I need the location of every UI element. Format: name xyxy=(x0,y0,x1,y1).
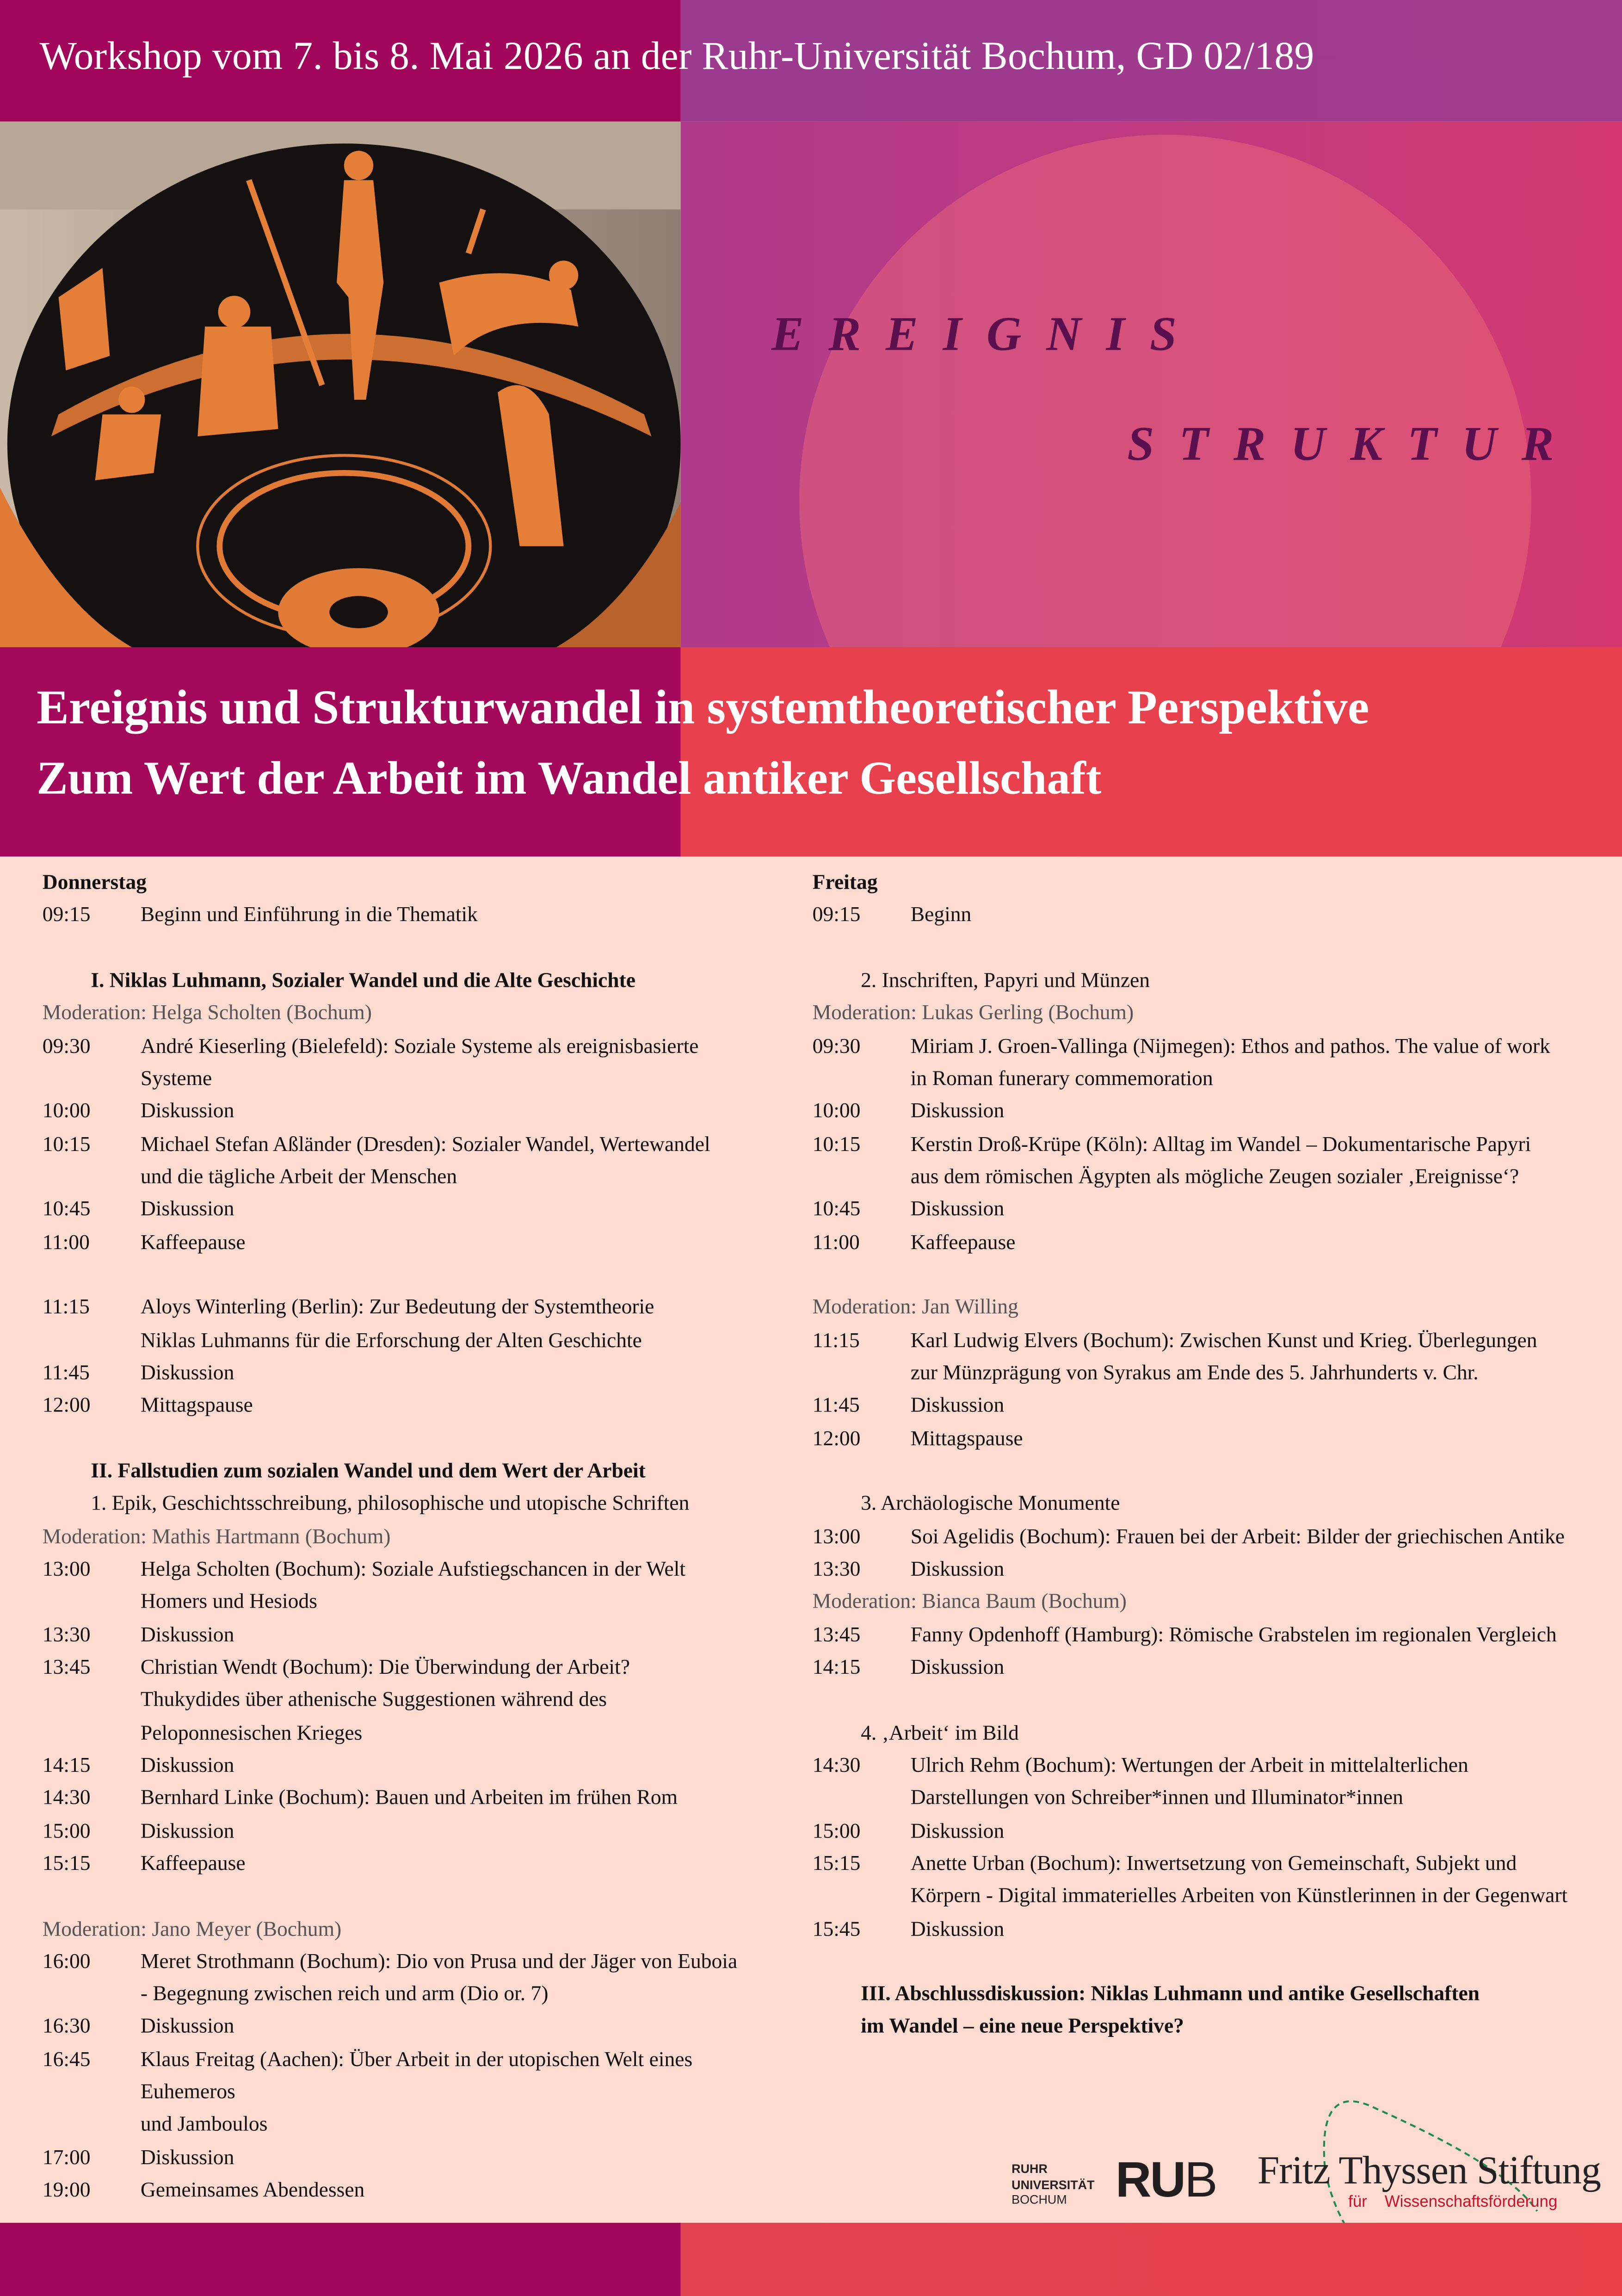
schedule-row xyxy=(813,1357,1610,1390)
spacer xyxy=(43,1881,775,1913)
session-text: Diskussion xyxy=(140,1819,234,1843)
fts-logo-subtitle xyxy=(1348,2193,1557,2211)
schedule-row xyxy=(43,1750,775,1782)
day-heading: Freitag xyxy=(812,871,878,895)
workshop-date-location: Workshop vom 7. bis 8. Mai 2026 an der Ruhr-Universität Bochum, GD 02/189 xyxy=(39,33,1314,78)
schedule-row xyxy=(43,2044,775,2077)
session-time: 19:00 xyxy=(42,2179,91,2203)
session-text: Diskussion xyxy=(140,2146,234,2170)
session-time xyxy=(43,2077,141,2110)
schedule-row xyxy=(813,1553,1610,1586)
session-text: Diskussion xyxy=(910,1100,1005,1124)
session-time: 11:15 xyxy=(42,1296,90,1320)
session-text: Diskussion xyxy=(140,1623,234,1647)
session-time xyxy=(813,1161,911,1194)
session-text: Kaffeepause xyxy=(140,1852,246,1876)
session-time: 09:15 xyxy=(812,904,861,928)
session-text: Kerstin Droß-Krüpe (Köln): Alltag im Wandel – Dokumentarische Papyri xyxy=(910,1133,1531,1157)
session-text: Diskussion xyxy=(140,1362,234,1386)
session-time: 13:00 xyxy=(812,1525,861,1549)
schedule-row xyxy=(43,1390,775,1423)
schedule-row xyxy=(813,1030,1610,1063)
session-time: 11:00 xyxy=(812,1231,860,1255)
session-text: Christian Wendt (Bochum): Die Überwindung der Arbeit? xyxy=(140,1656,630,1680)
program-column-friday xyxy=(813,867,1610,2044)
moderation-label: Moderation: Lukas Gerling (Bochum) xyxy=(812,1002,1134,1026)
rub-line: BOCHUM xyxy=(1011,2192,1067,2207)
greek-vase-image xyxy=(0,122,681,647)
rub-mark-light: B xyxy=(1184,2152,1216,2209)
session-time: 10:00 xyxy=(812,1100,861,1124)
session-time: 11:00 xyxy=(42,1231,90,1255)
schedule-row xyxy=(813,899,1610,932)
moderation-label: Moderation: Bianca Baum (Bochum) xyxy=(812,1590,1127,1614)
schedule-row xyxy=(43,2011,775,2044)
session-text: zur Münzprägung von Syrakus am Ende des 5. Jahrhunderts v. Chr. xyxy=(910,1362,1479,1386)
session-time: 09:30 xyxy=(812,1034,861,1058)
schedule-row xyxy=(813,1913,1610,1946)
session-text: Diskussion xyxy=(910,1394,1005,1418)
session-text: Diskussion xyxy=(140,1100,234,1124)
moderation-label: Moderation: Mathis Hartmann (Bochum) xyxy=(42,1525,391,1549)
session-text: Euhemeros xyxy=(140,2081,235,2104)
session-time: 10:15 xyxy=(812,1133,861,1157)
schedule-row xyxy=(813,1226,1610,1259)
schedule-row xyxy=(813,1652,1610,1684)
session-text: Diskussion xyxy=(910,1917,1005,1941)
schedule-row xyxy=(813,1324,1610,1357)
schedule-row xyxy=(813,1128,1610,1161)
schedule-row xyxy=(43,2077,775,2110)
schedule-row xyxy=(43,1652,775,1684)
spacer xyxy=(43,1259,775,1292)
closing-discussion: im Wandel – eine neue Perspektive? xyxy=(861,2015,1184,2039)
schedule-row xyxy=(43,1979,775,2011)
session-time: 14:15 xyxy=(42,1754,91,1778)
session-text: und Jamboulos xyxy=(140,2113,268,2137)
subsection-heading: 1. Epik, Geschichtsschreibung, philosophische und utopische Schriften xyxy=(91,1492,690,1516)
session-text: Soi Agelidis (Bochum): Frauen bei der Arbeit: Bilder der griechischen Antike xyxy=(910,1525,1565,1549)
session-text: Niklas Luhmanns für die Erforschung der Alten Geschichte xyxy=(140,1329,642,1353)
moderation-label: Moderation: Helga Scholten (Bochum) xyxy=(42,1002,372,1026)
schedule-row xyxy=(43,1096,775,1129)
session-time xyxy=(43,1161,141,1194)
schedule-row xyxy=(43,1128,775,1161)
session-time: 13:45 xyxy=(812,1623,861,1647)
session-text: Ulrich Rehm (Bochum): Wertungen der Arbeit in mittelalterlichen xyxy=(910,1754,1468,1778)
session-text: Diskussion xyxy=(910,1656,1005,1680)
subtitle: Zum Wert der Arbeit im Wandel antiker Gesellschaft xyxy=(37,751,1102,804)
program-column-thursday xyxy=(43,867,775,2208)
schedule-row xyxy=(43,1324,775,1357)
closing-discussion: III. Abschlussdiskussion: Niklas Luhmann und antike Gesellschaften xyxy=(861,1983,1480,2006)
footer-band-right xyxy=(681,2223,1622,2296)
session-time: 09:30 xyxy=(42,1034,91,1058)
session-text: Klaus Freitag (Aachen): Über Arbeit in der utopischen Welt eines xyxy=(140,2048,693,2072)
schedule-row xyxy=(813,1848,1610,1881)
session-time: 09:15 xyxy=(42,904,91,928)
keyword-ereignis: EREIGNIS xyxy=(771,309,1202,362)
session-time: 14:30 xyxy=(812,1754,861,1778)
schedule-row xyxy=(43,1717,775,1750)
session-text: Kaffeepause xyxy=(910,1231,1016,1255)
main-title: Ereignis und Strukturwandel in systemtheoretischer Perspektive xyxy=(37,682,1369,735)
schedule-row xyxy=(813,1750,1610,1782)
schedule-row xyxy=(43,1586,775,1619)
schedule-row xyxy=(43,1030,775,1063)
session-time: 10:45 xyxy=(42,1198,91,1222)
rub-logo-text xyxy=(1011,2161,1094,2208)
section-heading: I. Niklas Luhmann, Sozialer Wandel und die Alte Geschichte xyxy=(91,969,635,993)
session-time: 10:15 xyxy=(42,1133,91,1157)
session-time xyxy=(813,1782,911,1815)
schedule-row xyxy=(43,1194,775,1227)
spacer xyxy=(813,1946,1610,1979)
session-time xyxy=(813,1881,911,1913)
rub-line: RUHR xyxy=(1011,2161,1048,2176)
session-time xyxy=(813,1357,911,1390)
footer-band-left xyxy=(0,2223,681,2296)
spacer xyxy=(813,932,1610,965)
session-text: Körpern - Digital immaterielles Arbeiten von Künstlerinnen in der Gegenwart xyxy=(910,1885,1568,1908)
spacer xyxy=(813,1259,1610,1292)
session-time: 13:00 xyxy=(42,1558,91,1582)
session-time: 14:15 xyxy=(812,1656,861,1680)
session-text: Diskussion xyxy=(910,1819,1005,1843)
session-text: Fanny Opdenhoff (Hamburg): Römische Grabstelen im regionalen Vergleich xyxy=(910,1623,1557,1647)
session-text: aus dem römischen Ägypten als mögliche Zeugen sozialer ‚Ereignisse‘? xyxy=(910,1165,1519,1189)
schedule-row xyxy=(43,1553,775,1586)
session-time: 15:15 xyxy=(42,1852,91,1876)
session-text: Kaffeepause xyxy=(140,1231,246,1255)
schedule-row xyxy=(43,1782,775,1815)
schedule-row xyxy=(43,1063,775,1096)
session-text: André Kieserling (Bielefeld): Soziale Systeme als ereignisbasierte xyxy=(140,1034,699,1058)
schedule-row xyxy=(813,1619,1610,1652)
session-text: Diskussion xyxy=(140,2015,234,2039)
session-time: 17:00 xyxy=(42,2146,91,2170)
spacer xyxy=(813,1455,1610,1488)
session-text: Anette Urban (Bochum): Inwertsetzung von Gemeinschaft, Subjekt und xyxy=(910,1852,1517,1876)
schedule-row xyxy=(813,1390,1610,1423)
session-text: Peloponnesischen Krieges xyxy=(140,1721,363,1745)
session-time xyxy=(43,1324,141,1357)
session-time: 10:00 xyxy=(42,1100,91,1124)
schedule-row xyxy=(813,1063,1610,1096)
schedule-row xyxy=(43,2175,775,2208)
session-time: 12:00 xyxy=(812,1427,861,1451)
section-heading: II. Fallstudien zum sozialen Wandel und dem Wert der Arbeit xyxy=(91,1460,646,1484)
session-time: 15:45 xyxy=(812,1917,861,1941)
schedule-row xyxy=(43,1946,775,1979)
session-text: Meret Strothmann (Bochum): Dio von Prusa und der Jäger von Euboia xyxy=(140,1950,738,1974)
session-time xyxy=(43,1684,141,1717)
subsection-heading: 3. Archäologische Monumente xyxy=(861,1492,1120,1516)
session-time: 13:45 xyxy=(42,1656,91,1680)
session-time xyxy=(43,1063,141,1096)
subsection-heading: 4. ‚Arbeit‘ im Bild xyxy=(861,1721,1019,1745)
session-time: 13:30 xyxy=(812,1558,861,1582)
schedule-row xyxy=(813,1782,1610,1815)
schedule-row xyxy=(43,899,775,932)
session-text: Helga Scholten (Bochum): Soziale Aufstiegschancen in der Welt xyxy=(140,1558,686,1582)
session-text: Diskussion xyxy=(910,1198,1005,1222)
session-text: Darstellungen von Schreiber*innen und Illuminator*innen xyxy=(910,1787,1403,1810)
session-time: 15:15 xyxy=(812,1852,861,1876)
session-time: 14:30 xyxy=(42,1787,91,1810)
session-time: 15:00 xyxy=(812,1819,861,1843)
schedule-row xyxy=(813,1521,1610,1553)
schedule-row xyxy=(813,1881,1610,1913)
rub-mark-bold: RU xyxy=(1115,2152,1184,2209)
session-time: 13:30 xyxy=(42,1623,91,1647)
session-time: 11:15 xyxy=(812,1329,860,1353)
moderation-label: Moderation: Jan Willing xyxy=(812,1296,1018,1320)
session-text: Mittagspause xyxy=(910,1427,1023,1451)
keyword-struktur: STRUKTUR xyxy=(1127,419,1579,472)
fts-logo-name: Fritz Thyssen Stiftung xyxy=(1257,2148,1601,2192)
moderation-label: Moderation: Jano Meyer (Bochum) xyxy=(42,1917,342,1941)
session-text: Bernhard Linke (Bochum): Bauen und Arbeiten im frühen Rom xyxy=(140,1787,678,1810)
rub-logo-mark xyxy=(1116,2154,1216,2207)
session-text: Diskussion xyxy=(910,1558,1005,1582)
session-time xyxy=(43,1979,141,2011)
session-text: Beginn xyxy=(910,904,972,928)
schedule-row xyxy=(43,1684,775,1717)
session-text: Miriam J. Groen-Vallinga (Nijmegen): Ethos and pathos. The value of work xyxy=(910,1034,1550,1058)
session-text: Michael Stefan Aßländer (Dresden): Sozialer Wandel, Wertewandel xyxy=(140,1133,710,1157)
spacer xyxy=(43,1423,775,1455)
schedule-row xyxy=(813,1194,1610,1227)
session-text: Diskussion xyxy=(140,1754,234,1778)
schedule-row xyxy=(43,1161,775,1194)
session-text: Gemeinsames Abendessen xyxy=(140,2179,365,2203)
session-text: in Roman funerary commemoration xyxy=(910,1067,1213,1091)
subsection-heading: 2. Inschriften, Papyri und Münzen xyxy=(861,969,1150,993)
schedule-row xyxy=(43,1357,775,1390)
session-time: 11:45 xyxy=(812,1394,860,1418)
spacer xyxy=(43,932,775,965)
session-text: Systeme xyxy=(140,1067,212,1091)
session-text: Aloys Winterling (Berlin): Zur Bedeutung der Systemtheorie xyxy=(140,1296,654,1320)
session-text: - Begegnung zwischen reich und arm (Dio or. 7) xyxy=(140,1983,549,2006)
session-time xyxy=(813,1063,911,1096)
schedule-row xyxy=(43,1848,775,1881)
session-time: 11:45 xyxy=(42,1362,90,1386)
session-text: Mittagspause xyxy=(140,1394,253,1418)
schedule-row xyxy=(43,2142,775,2175)
session-time: 16:30 xyxy=(42,2015,91,2039)
schedule-row xyxy=(43,1226,775,1259)
session-text: und die tägliche Arbeit der Menschen xyxy=(140,1165,457,1189)
session-time xyxy=(43,1586,141,1619)
schedule-row xyxy=(813,1815,1610,1848)
session-time: 16:00 xyxy=(42,1950,91,1974)
session-time xyxy=(43,1717,141,1750)
session-time xyxy=(43,2109,141,2142)
schedule-row xyxy=(813,1096,1610,1129)
day-heading: Donnerstag xyxy=(42,871,147,895)
schedule-row xyxy=(813,1161,1610,1194)
schedule-row xyxy=(43,1815,775,1848)
session-time: 12:00 xyxy=(42,1394,91,1418)
session-text: Beginn und Einführung in die Thematik xyxy=(140,904,478,928)
rub-line: UNIVERSITÄT xyxy=(1011,2177,1095,2191)
session-text: Homers und Hesiods xyxy=(140,1590,317,1614)
session-time: 10:45 xyxy=(812,1198,861,1222)
session-text: Thukydides über athenische Suggestionen während des xyxy=(140,1689,607,1712)
fts-sub-wissenschaft: Wissenschaftsförderung xyxy=(1384,2193,1558,2211)
schedule-row xyxy=(43,1292,775,1325)
session-time: 16:45 xyxy=(42,2048,91,2072)
schedule-row xyxy=(813,1423,1610,1455)
session-text: Karl Ludwig Elvers (Bochum): Zwischen Kunst und Krieg. Überlegungen xyxy=(910,1329,1537,1353)
session-text: Diskussion xyxy=(140,1198,234,1222)
schedule-row xyxy=(43,1619,775,1652)
session-time: 15:00 xyxy=(42,1819,91,1843)
fts-sub-fuer: für xyxy=(1348,2193,1367,2211)
spacer xyxy=(813,1684,1610,1717)
schedule-row xyxy=(43,2109,775,2142)
